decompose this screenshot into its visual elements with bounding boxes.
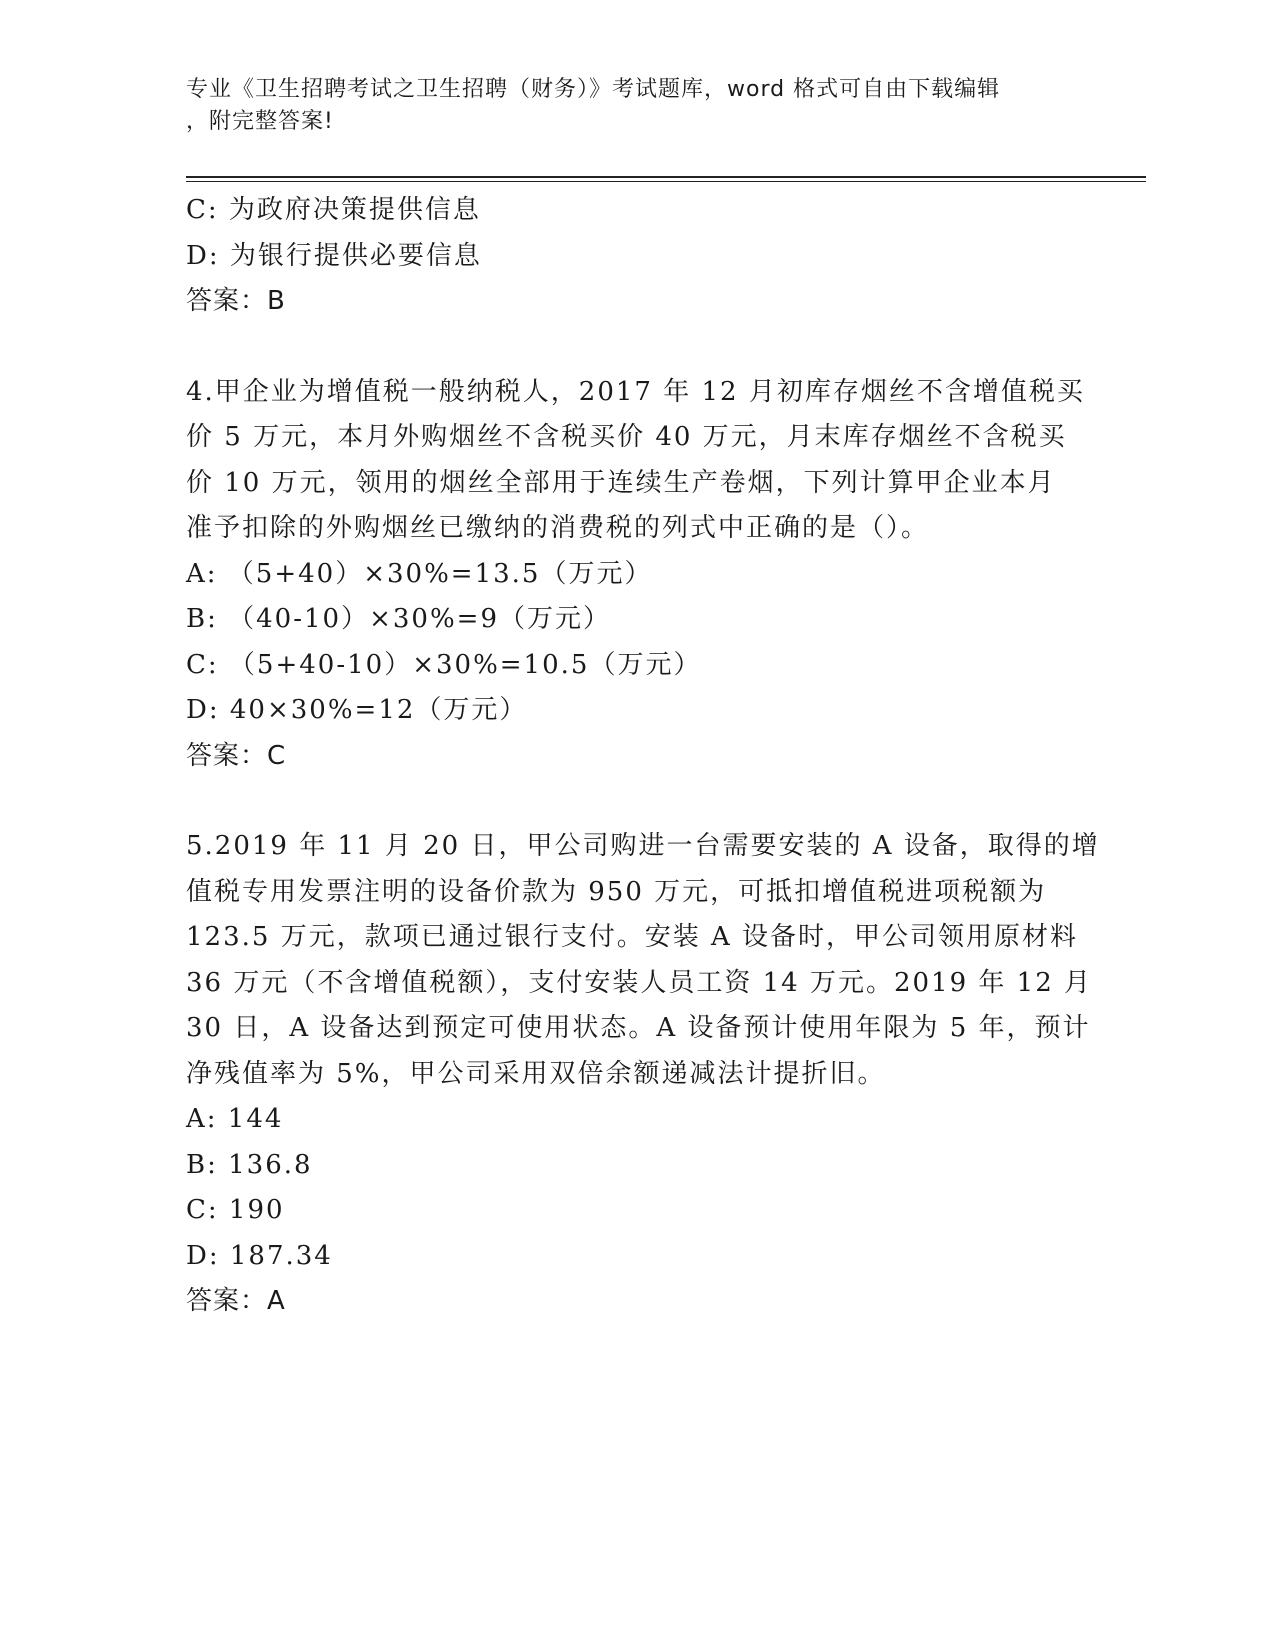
question-stem-line: 36 万元（不含增值税额），支付安装人员工资 14 万元。2019 年 12 月: [186, 967, 1093, 998]
option-d: D: 187.34: [186, 1240, 333, 1271]
question-stem-line: 4.甲企业为增值税一般纳税人，2017 年 12 月初库存烟丝不含增值税买: [186, 376, 1085, 407]
option-b: B: 136.8: [186, 1149, 313, 1180]
answer-line: 答案：A: [186, 1286, 286, 1316]
question-5: [186, 824, 1100, 1325]
option-d: D: 为银行提供必要信息: [186, 240, 482, 271]
question-stem-line: 准予扣除的外购烟丝已缴纳的消费税的列式中正确的是（）。: [186, 513, 930, 543]
question-stem-line: 123.5 万元，款项已通过银行支付。安装 A 设备时，甲公司领用原材料: [186, 922, 1079, 952]
option-c: C: 190: [186, 1195, 285, 1225]
option-a: A: （5+40）×30%=13.5（万元）: [186, 558, 653, 589]
question-spacer: [186, 779, 1076, 824]
question-stem-line: 值税专用发票注明的设备价款为 950 万元，可抵扣增值税进项税额为: [186, 876, 1047, 907]
answer-line: 答案：B: [186, 286, 286, 316]
option-c: C: （5+40-10）×30%=10.5（万元）: [186, 649, 702, 680]
header-divider-thick: [186, 176, 1146, 178]
question-stem-line: 价 10 万元，领用的烟丝全部用于连续生产卷烟，下列计算甲企业本月: [186, 467, 1056, 498]
header-line-2: ，附完整答案!: [186, 109, 334, 134]
header-divider-thin: [186, 181, 1146, 182]
option-d: D: 40×30%=12（万元）: [186, 695, 528, 725]
question-spacer: [186, 325, 1076, 370]
header-line-1: 专业《卫生招聘考试之卫生招聘（财务）》考试题库，word 格式可自由下载编辑: [186, 77, 1001, 102]
question-stem-line: 5.2019 年 11 月 20 日，甲公司购进一台需要安装的 A 设备，取得的增: [186, 831, 1100, 861]
previous-question-tail: [186, 188, 1076, 325]
question-stem-line: 净残值率为 5%，甲公司采用双倍余额递减法计提折旧。: [186, 1058, 886, 1089]
option-c: C: 为政府决策提供信息: [186, 195, 481, 225]
document-header: [186, 74, 1066, 138]
answer-line: 答案：C: [186, 740, 287, 771]
document-body: [186, 188, 1100, 1325]
question-stem-line: 价 5 万元，本月外购烟丝不含税买价 40 万元，月末库存烟丝不含税买: [186, 422, 1067, 452]
question-stem-line: 30 日，A 设备达到预定可使用状态。A 设备预计使用年限为 5 年，预计: [186, 1013, 1091, 1043]
option-b: B: （40-10）×30%=9（万元）: [186, 604, 611, 634]
question-4: [186, 370, 1085, 780]
option-a: A: 144: [186, 1104, 284, 1134]
